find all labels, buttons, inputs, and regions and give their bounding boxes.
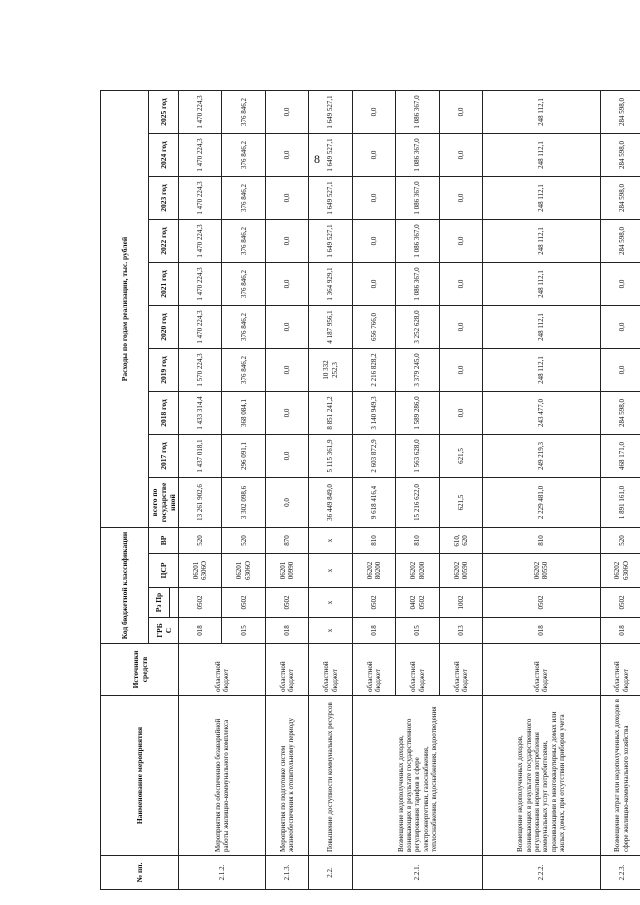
- cell-year: 0,0: [439, 177, 482, 220]
- cell-year: 1 086 367,0: [396, 91, 439, 134]
- cell-year: 2 216 828,2: [352, 349, 395, 392]
- cell-year: 0,0: [439, 349, 482, 392]
- cell-year: 0,0: [439, 134, 482, 177]
- cell-total: 2 229 481,0: [483, 478, 600, 528]
- cell-year: 284 598,0: [600, 220, 640, 263]
- cell-year: 0,0: [265, 392, 308, 435]
- cell-year: 376 846,2: [222, 349, 265, 392]
- row-num: 2.1.2.: [179, 856, 266, 890]
- cell-year: 0,0: [265, 177, 308, 220]
- cell-year: 376 846,2: [222, 263, 265, 306]
- row-name: Повышение доступности коммунальных ресурсов: [309, 696, 352, 856]
- cell-year: 376 846,2: [222, 91, 265, 134]
- cell-year: 0,0: [265, 306, 308, 349]
- cell-rz: 1002: [439, 588, 482, 618]
- cell-year: 248 112,1: [483, 349, 600, 392]
- cell-year: 0,0: [439, 91, 482, 134]
- cell-vr: 810: [396, 528, 439, 554]
- cell-year: 248 112,1: [483, 220, 600, 263]
- cell-year: 284 598,0: [600, 91, 640, 134]
- cell-year: 248 112,1: [483, 306, 600, 349]
- cell-rz: 0502: [600, 588, 640, 618]
- header-name: Наименование мероприятия: [101, 696, 179, 856]
- row-source: областной бюджет: [483, 644, 600, 696]
- cell-year: 468 171,0: [600, 435, 640, 478]
- header-num: № пп.: [101, 856, 179, 890]
- row-source: областной бюджет: [309, 644, 352, 696]
- row-name: Возмещение затрат или недополученных доходов в сфере жилищно-коммунального хозяйства: [600, 696, 640, 856]
- cell-year: 1 364 929,1: [309, 263, 352, 306]
- cell-year: 621,5: [439, 435, 482, 478]
- header-year: 2017 год: [149, 435, 179, 478]
- row-num: 2.2.: [309, 856, 352, 890]
- cell-year: 1 470 224,3: [179, 134, 222, 177]
- cell-vr: 810: [483, 528, 600, 554]
- cell-year: 1 570 224,3: [179, 349, 222, 392]
- cell-csr: 06201 00990: [265, 554, 308, 588]
- cell-year: 8 851 241,2: [309, 392, 352, 435]
- cell-year: 376 846,2: [222, 220, 265, 263]
- cell-year: 248 112,1: [483, 91, 600, 134]
- header-year: 2020 год: [149, 306, 179, 349]
- cell-year: 0,0: [600, 349, 640, 392]
- cell-year: 2 603 872,9: [352, 435, 395, 478]
- cell-year: 248 112,1: [483, 134, 600, 177]
- cell-year: 656 766,0: [352, 306, 395, 349]
- header-rz-spacer: [169, 588, 178, 618]
- header-grbs: ГРБС: [149, 618, 179, 644]
- cell-csr: 06201 6306О: [179, 554, 222, 588]
- cell-total: 13 261 902,6: [179, 478, 222, 528]
- cell-year: 0,0: [600, 263, 640, 306]
- cell-year: 3 379 245,0: [396, 349, 439, 392]
- cell-csr: 06202 00590: [439, 554, 482, 588]
- cell-year: 1 470 224,3: [179, 220, 222, 263]
- cell-vr: x: [309, 528, 352, 554]
- header-source: Источники средств: [101, 644, 179, 696]
- cell-total: 36 449 849,0: [309, 478, 352, 528]
- cell-year: 0,0: [265, 435, 308, 478]
- cell-year: 0,0: [439, 392, 482, 435]
- cell-year: 3 252 628,0: [396, 306, 439, 349]
- budget-table: [100, 90, 640, 890]
- cell-year: 1 649 527,1: [309, 91, 352, 134]
- cell-year: 0,0: [265, 349, 308, 392]
- header-vr: ВР: [149, 528, 179, 554]
- cell-year: 1 470 224,3: [179, 177, 222, 220]
- row-source: областной бюджет: [396, 644, 439, 696]
- cell-vr: 810: [352, 528, 395, 554]
- cell-total: 1 891 161,0: [600, 478, 640, 528]
- cell-grbs: 015: [222, 618, 265, 644]
- cell-rz: x: [309, 588, 352, 618]
- cell-year: 1 470 224,3: [179, 306, 222, 349]
- row-name: Возмещение недополученных доходов, возникающих в результате государственного регулирования тарифов в сфере электроэнергетики, газоснабжения, теплоснабжения, водоснабжения, водоотведения: [352, 696, 482, 856]
- cell-year: 1 649 527,1: [309, 177, 352, 220]
- cell-csr: 06202 6306О: [600, 554, 640, 588]
- cell-year: 296 091,1: [222, 435, 265, 478]
- cell-year: 1 437 018,1: [179, 435, 222, 478]
- header-year: 2024 год: [149, 134, 179, 177]
- cell-year: 0,0: [600, 306, 640, 349]
- header-rz: Рз Пр: [149, 588, 170, 618]
- cell-year: 1 470 224,3: [179, 91, 222, 134]
- header-year: 2018 год: [149, 392, 179, 435]
- row-source: областной бюджет: [179, 644, 266, 696]
- cell-year: 1 086 367,0: [396, 177, 439, 220]
- cell-year: 0,0: [352, 91, 395, 134]
- cell-year: 0,0: [265, 263, 308, 306]
- cell-rz: 0502: [352, 588, 395, 618]
- cell-grbs: 018: [352, 618, 395, 644]
- header-year: 2023 год: [149, 177, 179, 220]
- cell-grbs: 018: [483, 618, 600, 644]
- row-source: областной бюджет: [265, 644, 308, 696]
- cell-year: 376 846,2: [222, 134, 265, 177]
- cell-vr: 870: [265, 528, 308, 554]
- cell-total: 0,0: [265, 478, 308, 528]
- row-num: 2.2.1.: [352, 856, 482, 890]
- cell-year: 248 112,1: [483, 263, 600, 306]
- cell-grbs: 018: [179, 618, 222, 644]
- cell-csr: x: [309, 554, 352, 588]
- cell-year: 3 140 949,3: [352, 392, 395, 435]
- cell-year: 0,0: [265, 134, 308, 177]
- cell-grbs: 018: [600, 618, 640, 644]
- header-year: 2021 год: [149, 263, 179, 306]
- cell-rz: 0502: [483, 588, 600, 618]
- cell-year: 1 649 527,1: [309, 220, 352, 263]
- cell-csr: 06202 80200: [352, 554, 395, 588]
- cell-year: 0,0: [352, 177, 395, 220]
- header-year: 2025 год: [149, 91, 179, 134]
- cell-year: 0,0: [439, 220, 482, 263]
- cell-rz: 0502: [265, 588, 308, 618]
- cell-year: 1 649 527,1: [309, 134, 352, 177]
- cell-vr: 520: [222, 528, 265, 554]
- cell-year: 10 332 252,3: [309, 349, 352, 392]
- cell-csr: 06202 80200: [396, 554, 439, 588]
- row-name: Мероприятия по обеспечению безаварийной работы жилищно-коммунального комплекса: [179, 696, 266, 856]
- cell-year: 0,0: [439, 306, 482, 349]
- cell-grbs: 013: [439, 618, 482, 644]
- page-number: 8: [314, 152, 320, 166]
- header-code-group: Код бюджетной классификации: [101, 528, 149, 644]
- cell-year: 0,0: [352, 220, 395, 263]
- cell-year: 0,0: [352, 134, 395, 177]
- cell-year: 284 598,0: [600, 134, 640, 177]
- cell-total: 9 618 416,4: [352, 478, 395, 528]
- row-num: 2.1.3.: [265, 856, 308, 890]
- cell-year: 5 115 361,9: [309, 435, 352, 478]
- row-num: 2.2.2.: [483, 856, 600, 890]
- cell-year: 1 086 367,0: [396, 263, 439, 306]
- cell-year: 376 846,2: [222, 177, 265, 220]
- rotated-table-container: [100, 90, 640, 890]
- cell-year: 376 846,2: [222, 306, 265, 349]
- cell-year: 243 477,0: [483, 392, 600, 435]
- cell-grbs: 018: [265, 618, 308, 644]
- row-name: Возмещение недополученных доходов, возникающих в результате государственного регулирования нормативов потребления коммунальных услуг потребителями, проживающими в многоквартирных домах или жилых домах, при отсутствии приборов учета: [483, 696, 600, 856]
- cell-total: 621,5: [439, 478, 482, 528]
- cell-year: 0,0: [265, 91, 308, 134]
- cell-year: 4 187 956,1: [309, 306, 352, 349]
- cell-total: 15 216 622,0: [396, 478, 439, 528]
- cell-year: 1 589 286,0: [396, 392, 439, 435]
- cell-year: 0,0: [352, 263, 395, 306]
- cell-year: 1 433 314,4: [179, 392, 222, 435]
- cell-vr: 520: [600, 528, 640, 554]
- cell-year: 249 219,3: [483, 435, 600, 478]
- header-year: 2019 год: [149, 349, 179, 392]
- cell-year: 1 086 367,0: [396, 220, 439, 263]
- cell-year: 368 084,1: [222, 392, 265, 435]
- header-expenses-group: Расходы по годам реализации, тыс. рублей: [101, 91, 149, 528]
- cell-year: 0,0: [265, 220, 308, 263]
- header-year: 2022 год: [149, 220, 179, 263]
- cell-rz: 0402 0502: [396, 588, 439, 618]
- cell-year: 1 563 628,0: [396, 435, 439, 478]
- row-source: областной бюджет: [600, 644, 640, 696]
- cell-year: 0,0: [439, 263, 482, 306]
- cell-rz: 0502: [222, 588, 265, 618]
- cell-csr: 06201 6306О: [222, 554, 265, 588]
- header-csr: ЦСР: [149, 554, 179, 588]
- cell-grbs: x: [309, 618, 352, 644]
- cell-year: 284 598,0: [600, 177, 640, 220]
- cell-year: 284 598,0: [600, 392, 640, 435]
- cell-grbs: 015: [396, 618, 439, 644]
- cell-year: 248 112,1: [483, 177, 600, 220]
- header-total: всего по государственной: [149, 478, 179, 528]
- cell-vr: 610, 620: [439, 528, 482, 554]
- row-num: 2.2.3.: [600, 856, 640, 890]
- cell-year: 1 086 367,0: [396, 134, 439, 177]
- row-source: областной бюджет: [439, 644, 482, 696]
- row-name: Мероприятия по подготовке систем жизнеобеспечения к отопительному периоду: [265, 696, 308, 856]
- cell-vr: 520: [179, 528, 222, 554]
- cell-rz: 0502: [179, 588, 222, 618]
- cell-csr: 06202 80550: [483, 554, 600, 588]
- cell-year: 1 470 224,3: [179, 263, 222, 306]
- row-source: областной бюджет: [352, 644, 395, 696]
- cell-total: 3 302 098,6: [222, 478, 265, 528]
